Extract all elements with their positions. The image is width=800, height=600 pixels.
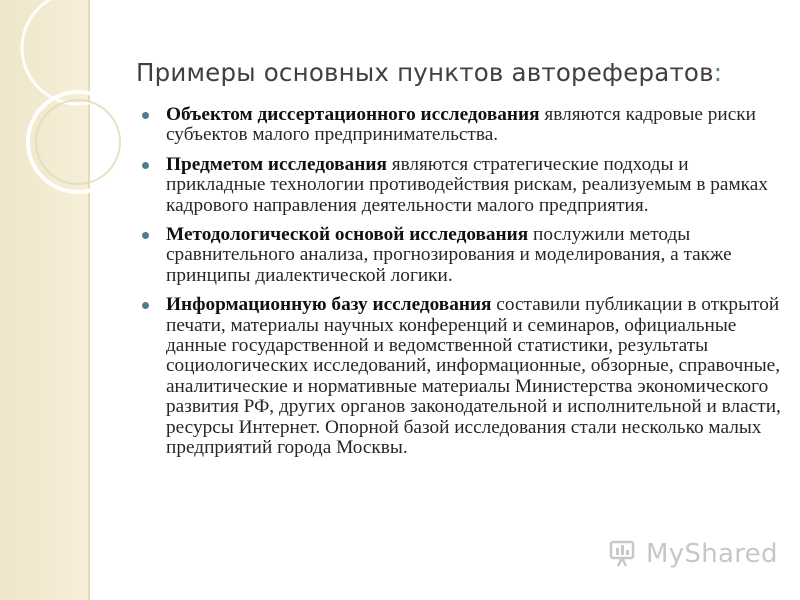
bullet-item [142, 295, 782, 458]
bullet-list [142, 105, 782, 468]
slide-title [136, 58, 776, 87]
bullet-bold-text: Информационную базу исследования [166, 294, 492, 316]
bullet-item [142, 105, 782, 146]
slide-title-colon: : [713, 58, 723, 87]
bullet-dot-icon [142, 162, 149, 169]
bullet-text: являются кадровые риски субъектов малого предпринимательства. [166, 104, 756, 146]
deco-circle-inner [36, 100, 120, 184]
myshared-watermark [608, 537, 778, 571]
bullet-item [142, 155, 782, 216]
bullet-dot-icon [142, 302, 149, 309]
decorative-circles [0, 0, 140, 260]
bullet-text: послужили методы сравнительного анализа, прогнозирования и моделирования, а также принципы диалектической логики. [166, 224, 732, 286]
bullet-dot-icon [142, 232, 149, 239]
bullet-bold-text: Предметом исследования [166, 153, 387, 175]
bullet-text: являются стратегические подходы и прикладные технологии противодействия рискам, реализуемым в рамках кадрового направления деятельности малого предприятия. [166, 153, 768, 216]
slide-title-text: Примеры основных пунктов авторефератов [136, 58, 714, 87]
deco-circle-middle [28, 92, 128, 192]
bullet-text: составили публикации в открытой печати, материалы научных конференций и семинаров, официальные данные государственной и ведомственной статистики, результаты социологических исследований, информационные, обзорные, справочные, аналитические и нормативные материалы Министерства экономического развития РФ, других органов законодательной и исполнительной и власти, ресурсы Интернет. Опорной базой исследования стали несколько малых предприятий города Москвы. [166, 294, 781, 459]
bullet-dot-icon [142, 112, 149, 119]
watermark-text: MyShared [646, 539, 778, 569]
bullet-bold-text: Объектом диссертационного исследования [166, 104, 540, 125]
bullet-item [142, 225, 782, 286]
bullet-bold-text: Методологической основой исследования [166, 224, 529, 246]
deco-circle-top [22, 0, 134, 104]
myshared-logo-icon [608, 539, 640, 569]
